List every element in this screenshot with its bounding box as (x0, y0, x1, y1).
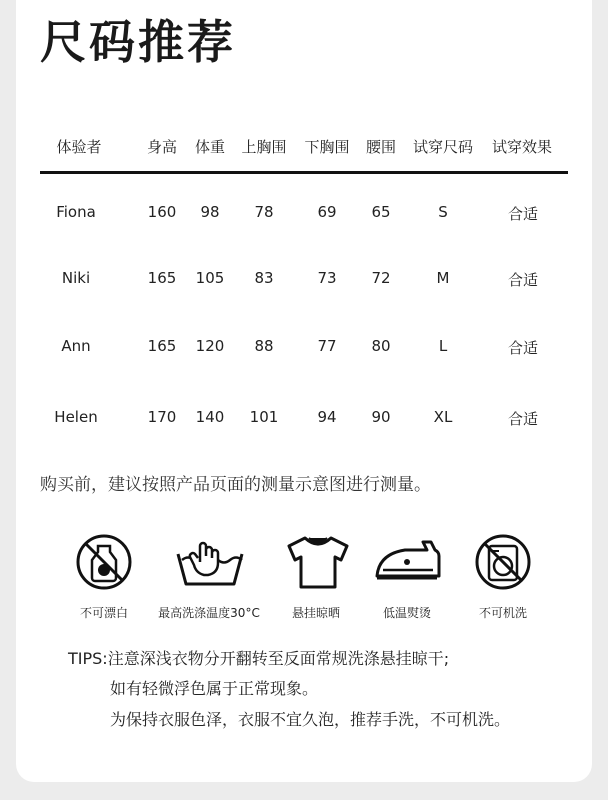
cell-underbust: 69 (317, 203, 337, 221)
table-row (40, 203, 568, 233)
cell-bust: 88 (254, 337, 274, 355)
table-header (40, 136, 568, 162)
care-label-hang-dry: 悬挂晾晒 (291, 606, 341, 620)
cell-underbust: 77 (317, 337, 337, 355)
cell-size: XL (433, 408, 453, 426)
cell-height: 160 (147, 203, 177, 221)
cell-weight: 140 (195, 408, 225, 426)
cell-underbust: 73 (317, 269, 337, 287)
header-trial-effect: 试穿效果 (491, 138, 553, 156)
cell-effect: 合适 (507, 205, 539, 223)
tips-line-3: 为保持衣服色泽，衣服不宜久泡，推荐手洗，不可机洗。 (110, 710, 511, 729)
care-label-wash-temperature: 最高洗涤温度30°C (158, 606, 260, 620)
table-row (40, 337, 568, 367)
table-row (40, 408, 568, 438)
header-bust: 上胸围 (241, 138, 287, 156)
cell-waist: 65 (371, 203, 391, 221)
care-label-low-iron: 低温熨烫 (382, 606, 432, 620)
tips-line-1: TIPS:注意深浅衣物分开翻转至反面常规洗涤悬挂晾干; (68, 649, 450, 668)
cell-height: 170 (147, 408, 177, 426)
header-divider (40, 171, 568, 174)
header-waist: 腰围 (365, 138, 397, 156)
cell-effect: 合适 (507, 339, 539, 357)
header-height: 身高 (146, 138, 178, 156)
header-tester: 体验者 (56, 138, 102, 156)
wash-temperature-icon (160, 532, 260, 592)
low-iron-icon (357, 532, 457, 592)
tips-line-2: 如有轻微浮色属于正常现象。 (110, 679, 319, 698)
cell-effect: 合适 (507, 410, 539, 428)
header-trial-size: 试穿尺码 (412, 138, 474, 156)
cell-weight: 105 (195, 269, 225, 287)
cell-size: L (438, 337, 448, 355)
cell-bust: 83 (254, 269, 274, 287)
cell-tester: Ann (61, 337, 91, 355)
cell-tester: Niki (61, 269, 91, 287)
cell-waist: 90 (371, 408, 391, 426)
care-label-no-machine-wash: 不可机洗 (478, 606, 528, 620)
cell-waist: 72 (371, 269, 391, 287)
cell-waist: 80 (371, 337, 391, 355)
cell-weight: 98 (200, 203, 220, 221)
cell-size: M (436, 269, 450, 287)
header-weight: 体重 (194, 138, 226, 156)
cell-effect: 合适 (507, 271, 539, 289)
cell-size: S (438, 203, 448, 221)
cell-tester: Helen (54, 408, 98, 426)
care-label-no-bleach: 不可漂白 (79, 606, 129, 620)
cell-bust: 101 (249, 408, 279, 426)
no-machine-wash-icon (453, 532, 553, 592)
cell-bust: 78 (254, 203, 274, 221)
cell-height: 165 (147, 269, 177, 287)
table-row (40, 269, 568, 299)
cell-tester: Fiona (56, 203, 96, 221)
cell-height: 165 (147, 337, 177, 355)
page-title: 尺码推荐 (40, 15, 236, 69)
cell-underbust: 94 (317, 408, 337, 426)
cell-weight: 120 (195, 337, 225, 355)
hang-dry-icon (268, 532, 368, 592)
no-bleach-icon (54, 532, 154, 592)
measurement-advice: 购买前，建议按照产品页面的测量示意图进行测量。 (40, 475, 431, 495)
header-underbust: 下胸围 (304, 138, 350, 156)
